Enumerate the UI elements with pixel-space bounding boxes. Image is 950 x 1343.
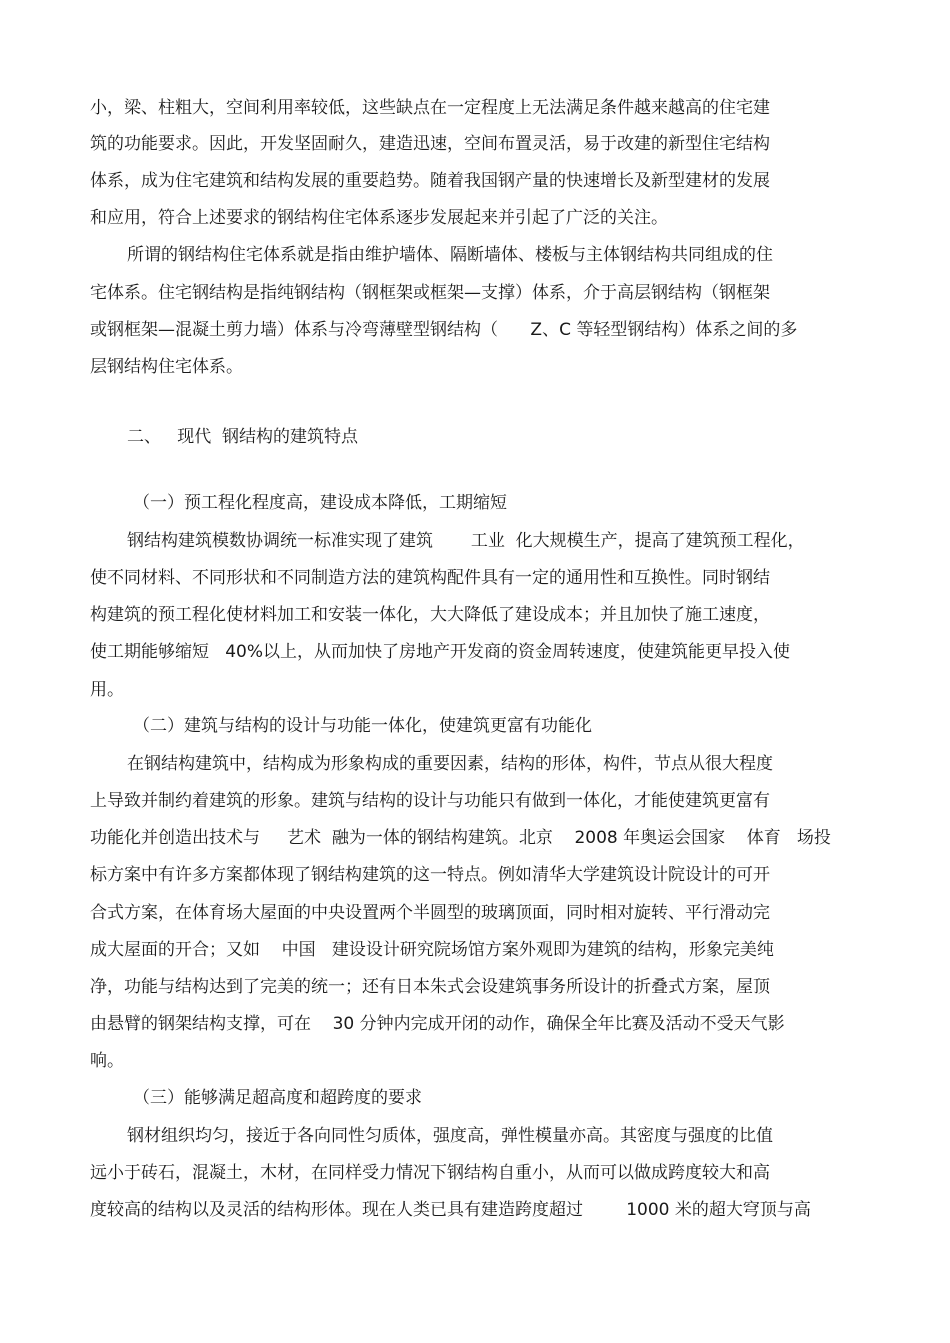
text-line: 上导致并制约着建筑的形象。建筑与结构的设计与功能只有做到一体化，才能使建筑更富有 bbox=[90, 791, 770, 811]
text-line: 构建筑的预工程化使材料加工和安装一体化，大大降低了建设成本；并且加快了施工速度， bbox=[90, 605, 770, 625]
section-heading: 二、 现代 钢结构的建筑特点 bbox=[127, 427, 359, 447]
text-line: 或钢框架—混凝土剪力墙）体系与冷弯薄壁型钢结构（ Z、C 等轻型钢结构）体系之间的多 bbox=[90, 320, 798, 340]
text-line: 筑的功能要求。因此，开发坚固耐久，建造迅速，空间布置灵活，易于改建的新型住宅结构 bbox=[90, 134, 770, 154]
text-line: 钢材组织均匀，接近于各向同性匀质体，强度高，弹性模量亦高。其密度与强度的比值 bbox=[127, 1126, 773, 1146]
text-line: 体系，成为住宅建筑和结构发展的重要趋势。随着我国钢产量的快速增长及新型建材的发展 bbox=[90, 171, 770, 191]
subsection-heading: （三）能够满足超高度和超跨度的要求 bbox=[133, 1088, 422, 1108]
text-line: 使不同材料、不同形状和不同制造方法的建筑构配件具有一定的通用性和互换性。同时钢结 bbox=[90, 568, 770, 588]
text-line: 净，功能与结构达到了完美的统一；还有日本朱式会设建筑事务所设计的折叠式方案，屋顶 bbox=[90, 977, 770, 997]
text-line: 响。 bbox=[90, 1051, 124, 1071]
text-line: 用。 bbox=[90, 680, 124, 700]
subsection-heading: （二）建筑与结构的设计与功能一体化，使建筑更富有功能化 bbox=[133, 716, 592, 736]
text-line: 钢结构建筑模数协调统一标准实现了建筑 工业 化大规模生产，提高了建筑预工程化， bbox=[127, 531, 805, 551]
text-line: 合式方案，在体育场大屋面的中央设置两个半圆型的玻璃顶面，同时相对旋转、平行滑动完 bbox=[90, 903, 770, 923]
text-line: 标方案中有许多方案都体现了钢结构建筑的这一特点。例如清华大学建筑设计院设计的可开 bbox=[90, 865, 770, 885]
text-line: 度较高的结构以及灵活的结构形体。现在人类已具有建造跨度超过 1000 米的超大穹顶与高 bbox=[90, 1200, 811, 1220]
subsection-heading: （一）预工程化程度高，建设成本降低，工期缩短 bbox=[133, 493, 507, 513]
text-line: 在钢结构建筑中，结构成为形象构成的重要因素，结构的形体，构件，节点从很大程度 bbox=[127, 754, 773, 774]
text-line: 所谓的钢结构住宅体系就是指由维护墙体、隔断墙体、楼板与主体钢结构共同组成的住 bbox=[127, 245, 773, 265]
text-line: 由悬臂的钢架结构支撑，可在 30 分钟内完成开闭的动作，确保全年比赛及活动不受天气影 bbox=[90, 1014, 785, 1034]
text-line: 宅体系。住宅钢结构是指纯钢结构（钢框架或框架—支撑）体系，介于高层钢结构（钢框架 bbox=[90, 283, 770, 303]
text-line: 功能化并创造出技术与 艺术 融为一体的钢结构建筑。北京 2008 年奥运会国家 体育 场投 bbox=[90, 828, 831, 848]
text-line: 小，梁、柱粗大，空间利用率较低，这些缺点在一定程度上无法满足条件越来越高的住宅建 bbox=[90, 98, 770, 118]
text-line: 层钢结构住宅体系。 bbox=[90, 357, 243, 377]
text-line: 使工期能够缩短 40%以上，从而加快了房地产开发商的资金周转速度，使建筑能更早投入使 bbox=[90, 642, 790, 662]
text-line: 远小于砖石，混凝土，木材，在同样受力情况下钢结构自重小，从而可以做成跨度较大和高 bbox=[90, 1163, 770, 1183]
text-line: 成大屋面的开合；又如 中国 建设设计研究院场馆方案外观即为建筑的结构，形象完美纯 bbox=[90, 940, 774, 960]
text-line: 和应用，符合上述要求的钢结构住宅体系逐步发展起来并引起了广泛的关注。 bbox=[90, 208, 668, 228]
